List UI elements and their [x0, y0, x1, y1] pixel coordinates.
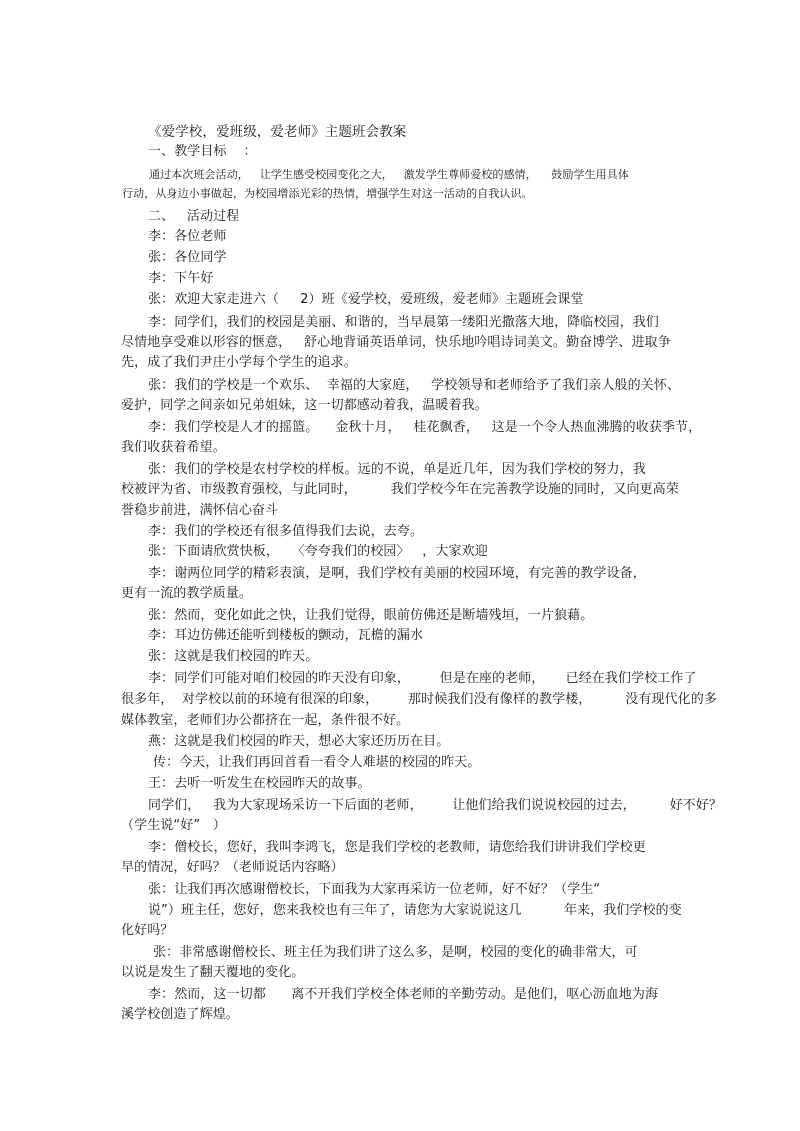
text-line: 说”）班主任，您好，您来我校也有三年了，请您为大家说说这几 年来，我们学校的变: [148, 903, 682, 918]
text-line: 张：我们的学校是一个欢乐、 幸福的大家庭， 学校领导和老师给予了我们亲人般的关怀、: [148, 378, 681, 393]
text-line: 李：我们的学校还有很多值得我们去说，去夸。: [148, 524, 424, 539]
text-line: （学生说“好” ）: [121, 818, 226, 833]
text-line: 爱护，同学之间亲如兄弟姐妹，这一切都感动着我，温暖着我。: [121, 398, 488, 413]
text-line: 李：各位老师: [148, 229, 227, 244]
text-line: 张：欢迎大家走进六（ 2）班《爱学校，爱班级，爱老师》主题班会课堂: [148, 292, 584, 307]
text-line: 李：耳边仿佛还能听到楼板的颤动，瓦檐的漏水: [148, 628, 424, 643]
document-title: 《爱学校，爱班级，爱老师》主题班会教案: [148, 124, 407, 140]
text-line: 李：同学们可能对咱们校园的昨天没有印象， 但是在座的老师， 已经在我们学校工作了: [148, 671, 697, 686]
text-line: 校被评为省、市级教育强校，与此同时， 我们学校今年在完善教学设施的同时，又向更高荣: [121, 482, 679, 497]
text-line: 传：今天，让我们再回首看一看令人难堪的校园的昨天。: [153, 755, 481, 770]
text-line: 媒体教室，老师们办公都挤在一起，条件很不好。: [121, 713, 410, 728]
text-line: 誉稳步前进，满怀信心奋斗: [121, 503, 279, 518]
text-line: 化好吗？: [121, 923, 174, 938]
text-line: 李：谢两位同学的精彩表演，是啊，我们学校有美丽的校园环境，有完善的教学设备，: [148, 566, 646, 581]
text-line: 李：我们学校是人才的摇篮。 金秋十月， 桂花飘香， 这是一个令人热血沸腾的收获季节，: [148, 420, 702, 435]
text-line: 以说是发生了翻天覆地的变化。: [121, 965, 305, 980]
text-line: 张：这就是我们校园的昨天。: [148, 649, 319, 664]
text-line: 张：让我们再次感谢僧校长，下面我为大家再采访一位老师，好不好？（学生“: [148, 882, 601, 897]
text-line: 溪学校创造了辉煌。: [121, 1007, 239, 1022]
text-line: 二、 活动过程: [148, 209, 240, 224]
text-line: 燕：这就是我们校园的昨天，想必大家还历历在目。: [148, 734, 450, 749]
text-line: 李：然而，这一切都 离不开我们学校全体老师的辛勤劳动。是他们，呕心沥血地为海: [148, 987, 659, 1002]
text-line: 李：同学们，我们的校园是美丽、和谐的，当早晨第一缕阳光撒落大地，降临校园，我们: [148, 315, 659, 330]
text-line: 同学们， 我为大家现场采访一下后面的老师， 让他们给我们说说校园的过去， 好不好？: [148, 798, 722, 813]
text-line: 李：下午好: [148, 271, 214, 286]
text-line: 张：我们的学校是农村学校的样板。远的不说，单是近几年，因为我们学校的努力，我: [148, 462, 646, 477]
text-line: 尽情地享受难以形容的惬意， 舒心地背诵英语单词，快乐地吟唱诗词美文。勤奋博学、进取争: [121, 335, 671, 350]
text-line: 张：然而，变化如此之快，让我们觉得，眼前仿佛还是断墙残垣，一片狼藉。: [148, 608, 594, 623]
text-line: 一、教学目标 ：: [148, 144, 257, 159]
text-line: 张：非常感谢僧校长、班主任为我们讲了这么多，是啊，校园的变化的确非常大，可: [153, 945, 638, 960]
text-line: 王：去听一听发生在校园昨天的故事。: [148, 776, 371, 791]
text-line: 很多年， 对学校以前的环境有很深的印象， 那时候我们没有像样的教学楼， 没有现代化的多: [121, 692, 717, 707]
text-line: 先，成了我们尹庄小学每个学生的追求。: [121, 355, 357, 370]
text-line: 行动，从身边小事做起，为校园增添光彩的热情，增强学生对这一活动的自我认识。: [122, 187, 533, 200]
text-line: 张：各位同学: [148, 250, 227, 265]
text-line: 通过本次班会活动， 让学生感受校园变化之大， 激发学生尊师爱校的感情， 鼓励学生用具体: [149, 168, 629, 181]
text-line: 张：下面请欣赏快板， 〈夸夸我们的校园〉 ，大家欢迎: [148, 544, 488, 559]
text-line: 李：僧校长，您好，我叫李鸿飞，您是我们学校的老教师，请您给我们讲讲我们学校更: [148, 840, 646, 855]
text-line: 早的情况，好吗？（老师说话内容略）: [121, 860, 344, 875]
text-line: 更有一流的教学质量。: [121, 586, 253, 601]
text-line: 我们收获着希望。: [121, 440, 226, 455]
